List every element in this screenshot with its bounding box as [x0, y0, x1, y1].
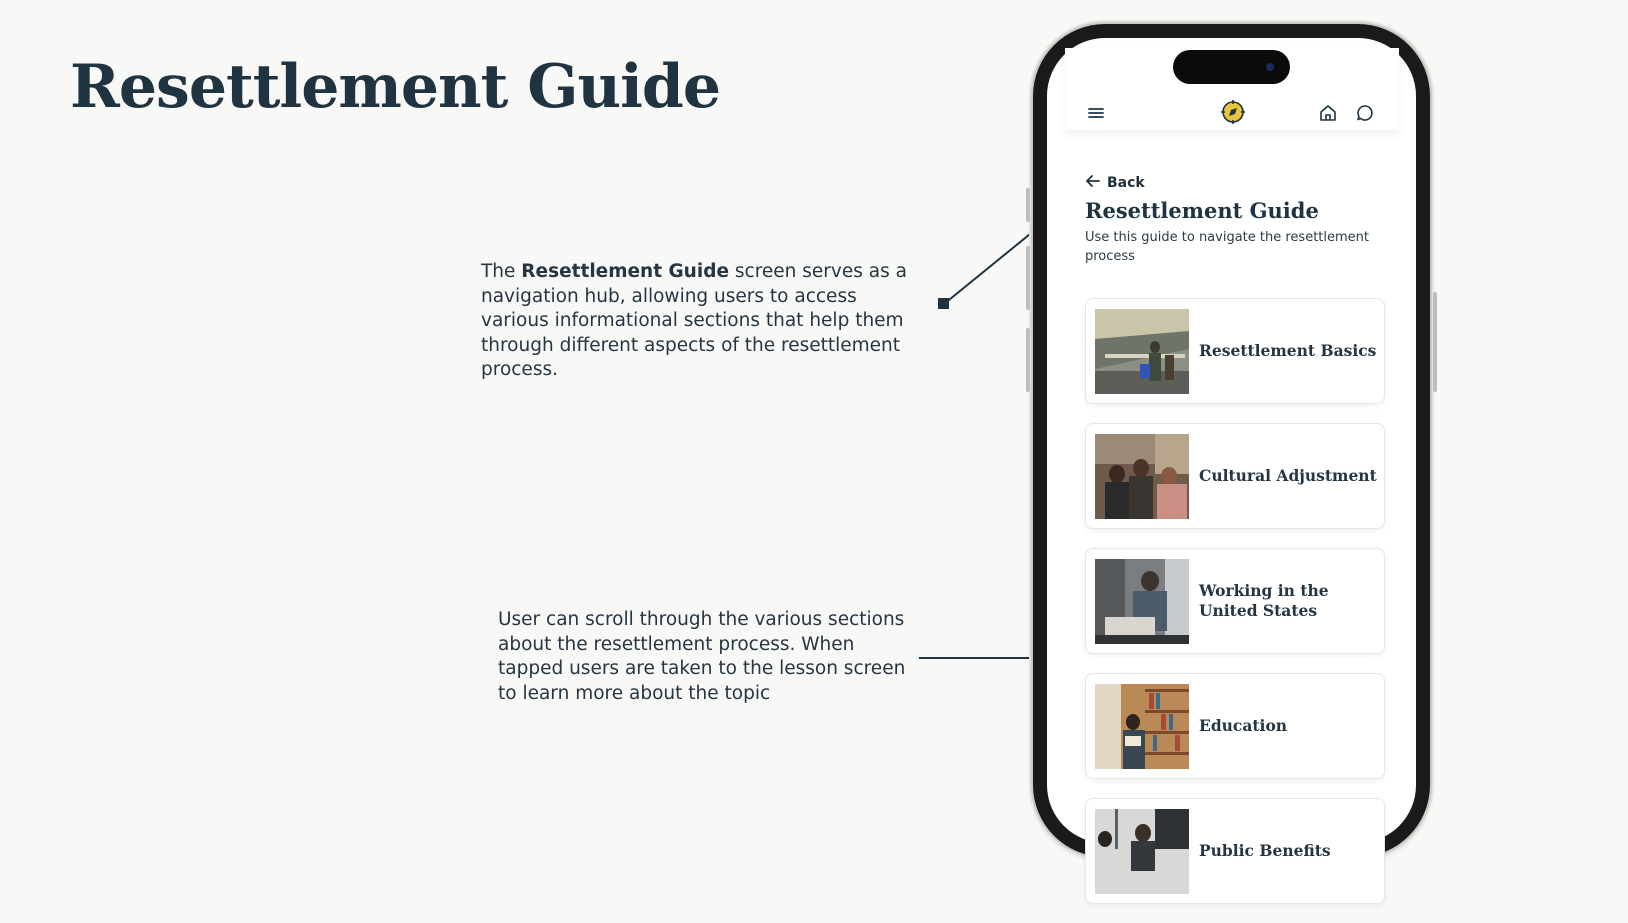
annotation-bold-term: Resettlement Guide	[521, 261, 729, 282]
annotation-scroll-sections: User can scroll through the various sections about the resettlement process. When tapped users are taken to the lesson screen to learn more about the topic	[498, 609, 906, 704]
home-icon[interactable]	[1317, 102, 1339, 124]
screen-subtitle: Use this guide to navigate the resettlement process	[1085, 230, 1369, 264]
card-label: Cultural Adjustment	[1199, 466, 1377, 485]
menu-icon[interactable]	[1085, 102, 1107, 124]
connector-endpoint-square	[938, 298, 949, 309]
phone-side-button	[1026, 188, 1030, 222]
card-label: Public Benefits	[1199, 841, 1331, 860]
section-card-list[interactable]	[1085, 298, 1385, 923]
chat-icon[interactable]	[1354, 102, 1376, 124]
card-thumbnail-image	[1095, 809, 1189, 894]
back-label: Back	[1107, 175, 1145, 191]
card-label: Education	[1199, 716, 1288, 735]
screen-title: Resettlement Guide	[1085, 198, 1319, 223]
phone-volume-down	[1026, 328, 1030, 392]
arrow-left-icon	[1085, 174, 1101, 192]
annotation-navigation-hub: The Resettlement Guide screen serves as a navigation hub, allowing users to access various informational sections that help them through different aspects of the resettlement process.	[481, 261, 907, 380]
compass-logo-icon[interactable]	[1220, 99, 1246, 125]
slide-title: Resettlement Guide	[70, 52, 721, 122]
card-label: Working in the United States	[1199, 581, 1329, 620]
card-thumbnail-image	[1095, 434, 1189, 519]
card-thumbnail-image	[1095, 684, 1189, 769]
phone-volume-up	[1026, 246, 1030, 310]
card-thumbnail-image	[1095, 559, 1189, 644]
section-card-education[interactable]	[1085, 673, 1385, 779]
back-button[interactable]	[1085, 174, 1145, 192]
card-label: Resettlement Basics	[1199, 341, 1377, 360]
section-card-working-in-the-us[interactable]	[1085, 548, 1385, 654]
section-card-public-benefits[interactable]	[1085, 798, 1385, 904]
section-card-cultural-adjustment[interactable]	[1085, 423, 1385, 529]
phone-power-button	[1433, 292, 1437, 392]
phone-mockup	[1033, 24, 1430, 860]
card-thumbnail-image	[1095, 309, 1189, 394]
section-card-resettlement-basics[interactable]	[1085, 298, 1385, 404]
dynamic-island	[1173, 50, 1290, 84]
phone-screen	[1047, 38, 1416, 860]
